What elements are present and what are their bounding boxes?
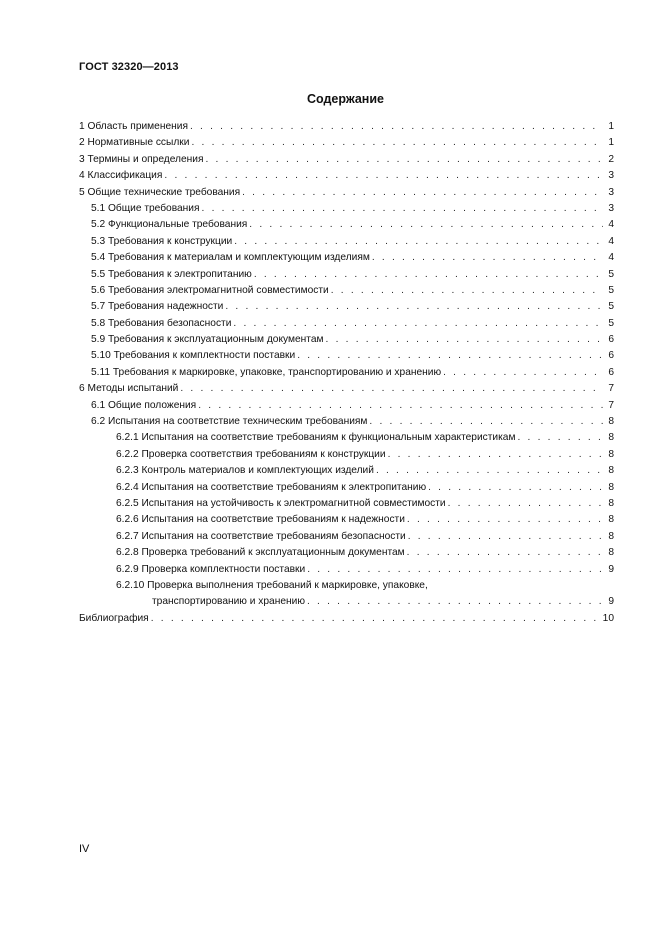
toc-entry-label: 6.2.6 Испытания на соответствие требованиям к надежности — [116, 514, 405, 526]
toc-leader-dots — [407, 545, 603, 561]
toc-entry-label: 6.2.8 Проверка требований к эксплуатационным документам — [116, 547, 405, 559]
toc-entry-label: 1 Область применения — [79, 121, 188, 132]
toc-entry — [79, 398, 614, 414]
toc-entry-label: 6.1 Общие положения — [91, 399, 197, 411]
toc-entry-page: 5 — [608, 301, 614, 313]
toc-entry — [79, 463, 614, 479]
toc-entry-label: 6.2.3 Контроль материалов и комплектующих изделий — [116, 465, 374, 477]
toc-entry — [79, 201, 614, 217]
toc-entry — [79, 234, 614, 250]
toc-leader-dots — [369, 414, 603, 430]
toc-entry-label: 5.11 Требования к маркировке, упаковке, транспортированию и хранению — [91, 366, 442, 378]
toc-entry — [79, 381, 614, 397]
toc-entry-label: транспортированию и хранению — [152, 596, 305, 608]
toc-entry — [79, 135, 614, 151]
toc-leader-dots — [151, 611, 600, 627]
toc-leader-dots — [307, 594, 603, 610]
toc-leader-dots — [242, 185, 603, 201]
toc-entry — [79, 512, 614, 528]
toc-entry — [79, 480, 614, 496]
toc-entry-page: 8 — [608, 530, 614, 542]
toc-entry-label: 6.2.4 Испытания на соответствие требованиям к электропитанию — [116, 481, 427, 493]
toc-entry — [79, 283, 614, 299]
toc-leader-dots — [443, 365, 603, 381]
toc-entry — [79, 217, 614, 233]
toc-leader-dots — [233, 316, 603, 332]
toc-entry — [79, 529, 614, 545]
toc-entry-label: 5.9 Требования к эксплуатационным документам — [91, 334, 324, 346]
toc-entry-page: 4 — [608, 219, 614, 231]
toc-entry-page: 10 — [602, 612, 614, 624]
toc-entry-page: 8 — [608, 514, 614, 526]
page-number: IV — [79, 843, 90, 855]
table-of-contents — [79, 119, 614, 627]
toc-entry — [79, 316, 614, 332]
toc-leader-dots — [202, 201, 603, 217]
toc-entry-page: 6 — [608, 350, 614, 362]
toc-entry-page: 8 — [608, 497, 614, 509]
toc-leader-dots — [191, 135, 603, 151]
toc-entry-page: 8 — [608, 465, 614, 477]
toc-entry — [79, 545, 614, 561]
toc-entry — [79, 152, 614, 168]
toc-entry-page: 6 — [608, 334, 614, 346]
toc-entry-page: 3 — [608, 186, 614, 198]
toc-entry-page: 9 — [608, 563, 614, 575]
toc-entry — [79, 578, 614, 594]
toc-leader-dots — [307, 562, 603, 578]
toc-entry — [79, 299, 614, 315]
toc-leader-dots — [190, 119, 603, 135]
toc-entry-label: 5.8 Требования безопасности — [91, 317, 232, 329]
toc-leader-dots — [408, 529, 603, 545]
toc-entry-page: 8 — [608, 448, 614, 460]
toc-leader-dots — [326, 332, 603, 348]
toc-entry-page: 5 — [608, 268, 614, 280]
toc-entry — [79, 168, 614, 184]
toc-entry — [79, 562, 614, 578]
toc-leader-dots — [205, 152, 603, 168]
toc-leader-dots — [297, 348, 603, 364]
toc-entry-page: 8 — [608, 432, 614, 444]
toc-entry-label: 5.2 Функциональные требования — [91, 219, 248, 231]
toc-entry-page: 3 — [608, 170, 614, 182]
toc-leader-dots — [517, 430, 603, 446]
toc-entry — [79, 185, 614, 201]
toc-entry-label: 4 Классификация — [79, 170, 163, 182]
toc-entry-page: 7 — [608, 383, 614, 395]
toc-entry — [79, 267, 614, 283]
toc-leader-dots — [198, 398, 603, 414]
toc-leader-dots — [249, 217, 603, 233]
toc-entry-page: 2 — [608, 153, 614, 165]
toc-entry-label: 5.1 Общие требования — [91, 202, 200, 214]
toc-entry-page: 5 — [608, 284, 614, 296]
toc-entry — [79, 496, 614, 512]
toc-entry — [79, 447, 614, 463]
toc-entry-page: 8 — [608, 481, 614, 493]
toc-entry — [79, 611, 614, 627]
toc-entry-label: 5.7 Требования надежности — [91, 301, 224, 313]
toc-leader-dots — [164, 168, 603, 184]
toc-entry-label: 6.2.1 Испытания на соответствие требованиям к функциональным характеристикам — [116, 432, 516, 444]
toc-entry — [79, 365, 614, 381]
toc-leader-dots — [180, 381, 603, 397]
toc-entry — [79, 414, 614, 430]
toc-entry-page: 8 — [608, 416, 614, 428]
toc-leader-dots — [331, 283, 603, 299]
toc-entry-page: 9 — [608, 596, 614, 608]
toc-leader-dots — [448, 496, 603, 512]
toc-entry-page: 1 — [608, 121, 614, 132]
toc-entry-page: 3 — [608, 202, 614, 214]
toc-entry-label: 5.6 Требования электромагнитной совместимости — [91, 284, 329, 296]
toc-leader-dots — [388, 447, 603, 463]
toc-entry-label: 5.3 Требования к конструкции — [91, 235, 233, 247]
toc-title: Содержание — [306, 92, 384, 106]
toc-entry-page: 6 — [608, 366, 614, 378]
toc-entry-label: 6.2 Испытания на соответствие техническим требованиям — [91, 416, 368, 428]
toc-leader-dots — [376, 463, 603, 479]
toc-entry-label: 5.10 Требования к комплектности поставки — [91, 350, 296, 362]
toc-leader-dots — [372, 250, 603, 266]
toc-entry-label: 3 Термины и определения — [79, 153, 204, 165]
toc-entry-page: 7 — [608, 399, 614, 411]
toc-entry-label: 2 Нормативные ссылки — [79, 137, 190, 149]
toc-entry-label: 5.5 Требования к электропитанию — [91, 268, 252, 280]
toc-leader-dots — [234, 234, 603, 250]
toc-entry-label: 6.2.10 Проверка выполнения требований к маркировке, упаковке, — [116, 579, 428, 591]
toc-entry-page: 4 — [608, 235, 614, 247]
toc-leader-dots — [254, 267, 603, 283]
toc-entry — [79, 332, 614, 348]
toc-entry-label: 6.2.5 Испытания на устойчивость к электромагнитной совместимости — [116, 497, 446, 509]
toc-entry-label: 6.2.7 Испытания на соответствие требованиям безопасности — [116, 530, 406, 542]
toc-entry — [79, 250, 614, 266]
toc-leader-dots — [225, 299, 603, 315]
toc-entry-page: 4 — [608, 252, 614, 264]
toc-leader-dots — [407, 512, 603, 528]
toc-entry-label: 6 Методы испытаний — [79, 383, 179, 395]
toc-entry-label: Библиография — [79, 612, 149, 624]
toc-entry-label: 5.4 Требования к материалам и комплектующим изделиям — [91, 252, 370, 264]
toc-entry-label: 6.2.2 Проверка соответствия требованиям к конструкции — [116, 448, 386, 460]
toc-entry — [79, 430, 614, 446]
toc-leader-dots — [428, 480, 603, 496]
toc-entry-page: 5 — [608, 317, 614, 329]
toc-entry-page: 8 — [608, 547, 614, 559]
document-header: ГОСТ 32320—2013 — [79, 61, 179, 73]
toc-entry — [79, 348, 614, 364]
toc-entry — [79, 119, 614, 135]
toc-entry-label: 5 Общие технические требования — [79, 186, 241, 198]
toc-entry — [79, 594, 614, 610]
toc-entry-label: 6.2.9 Проверка комплектности поставки — [116, 563, 306, 575]
toc-entry-page: 1 — [608, 137, 614, 149]
